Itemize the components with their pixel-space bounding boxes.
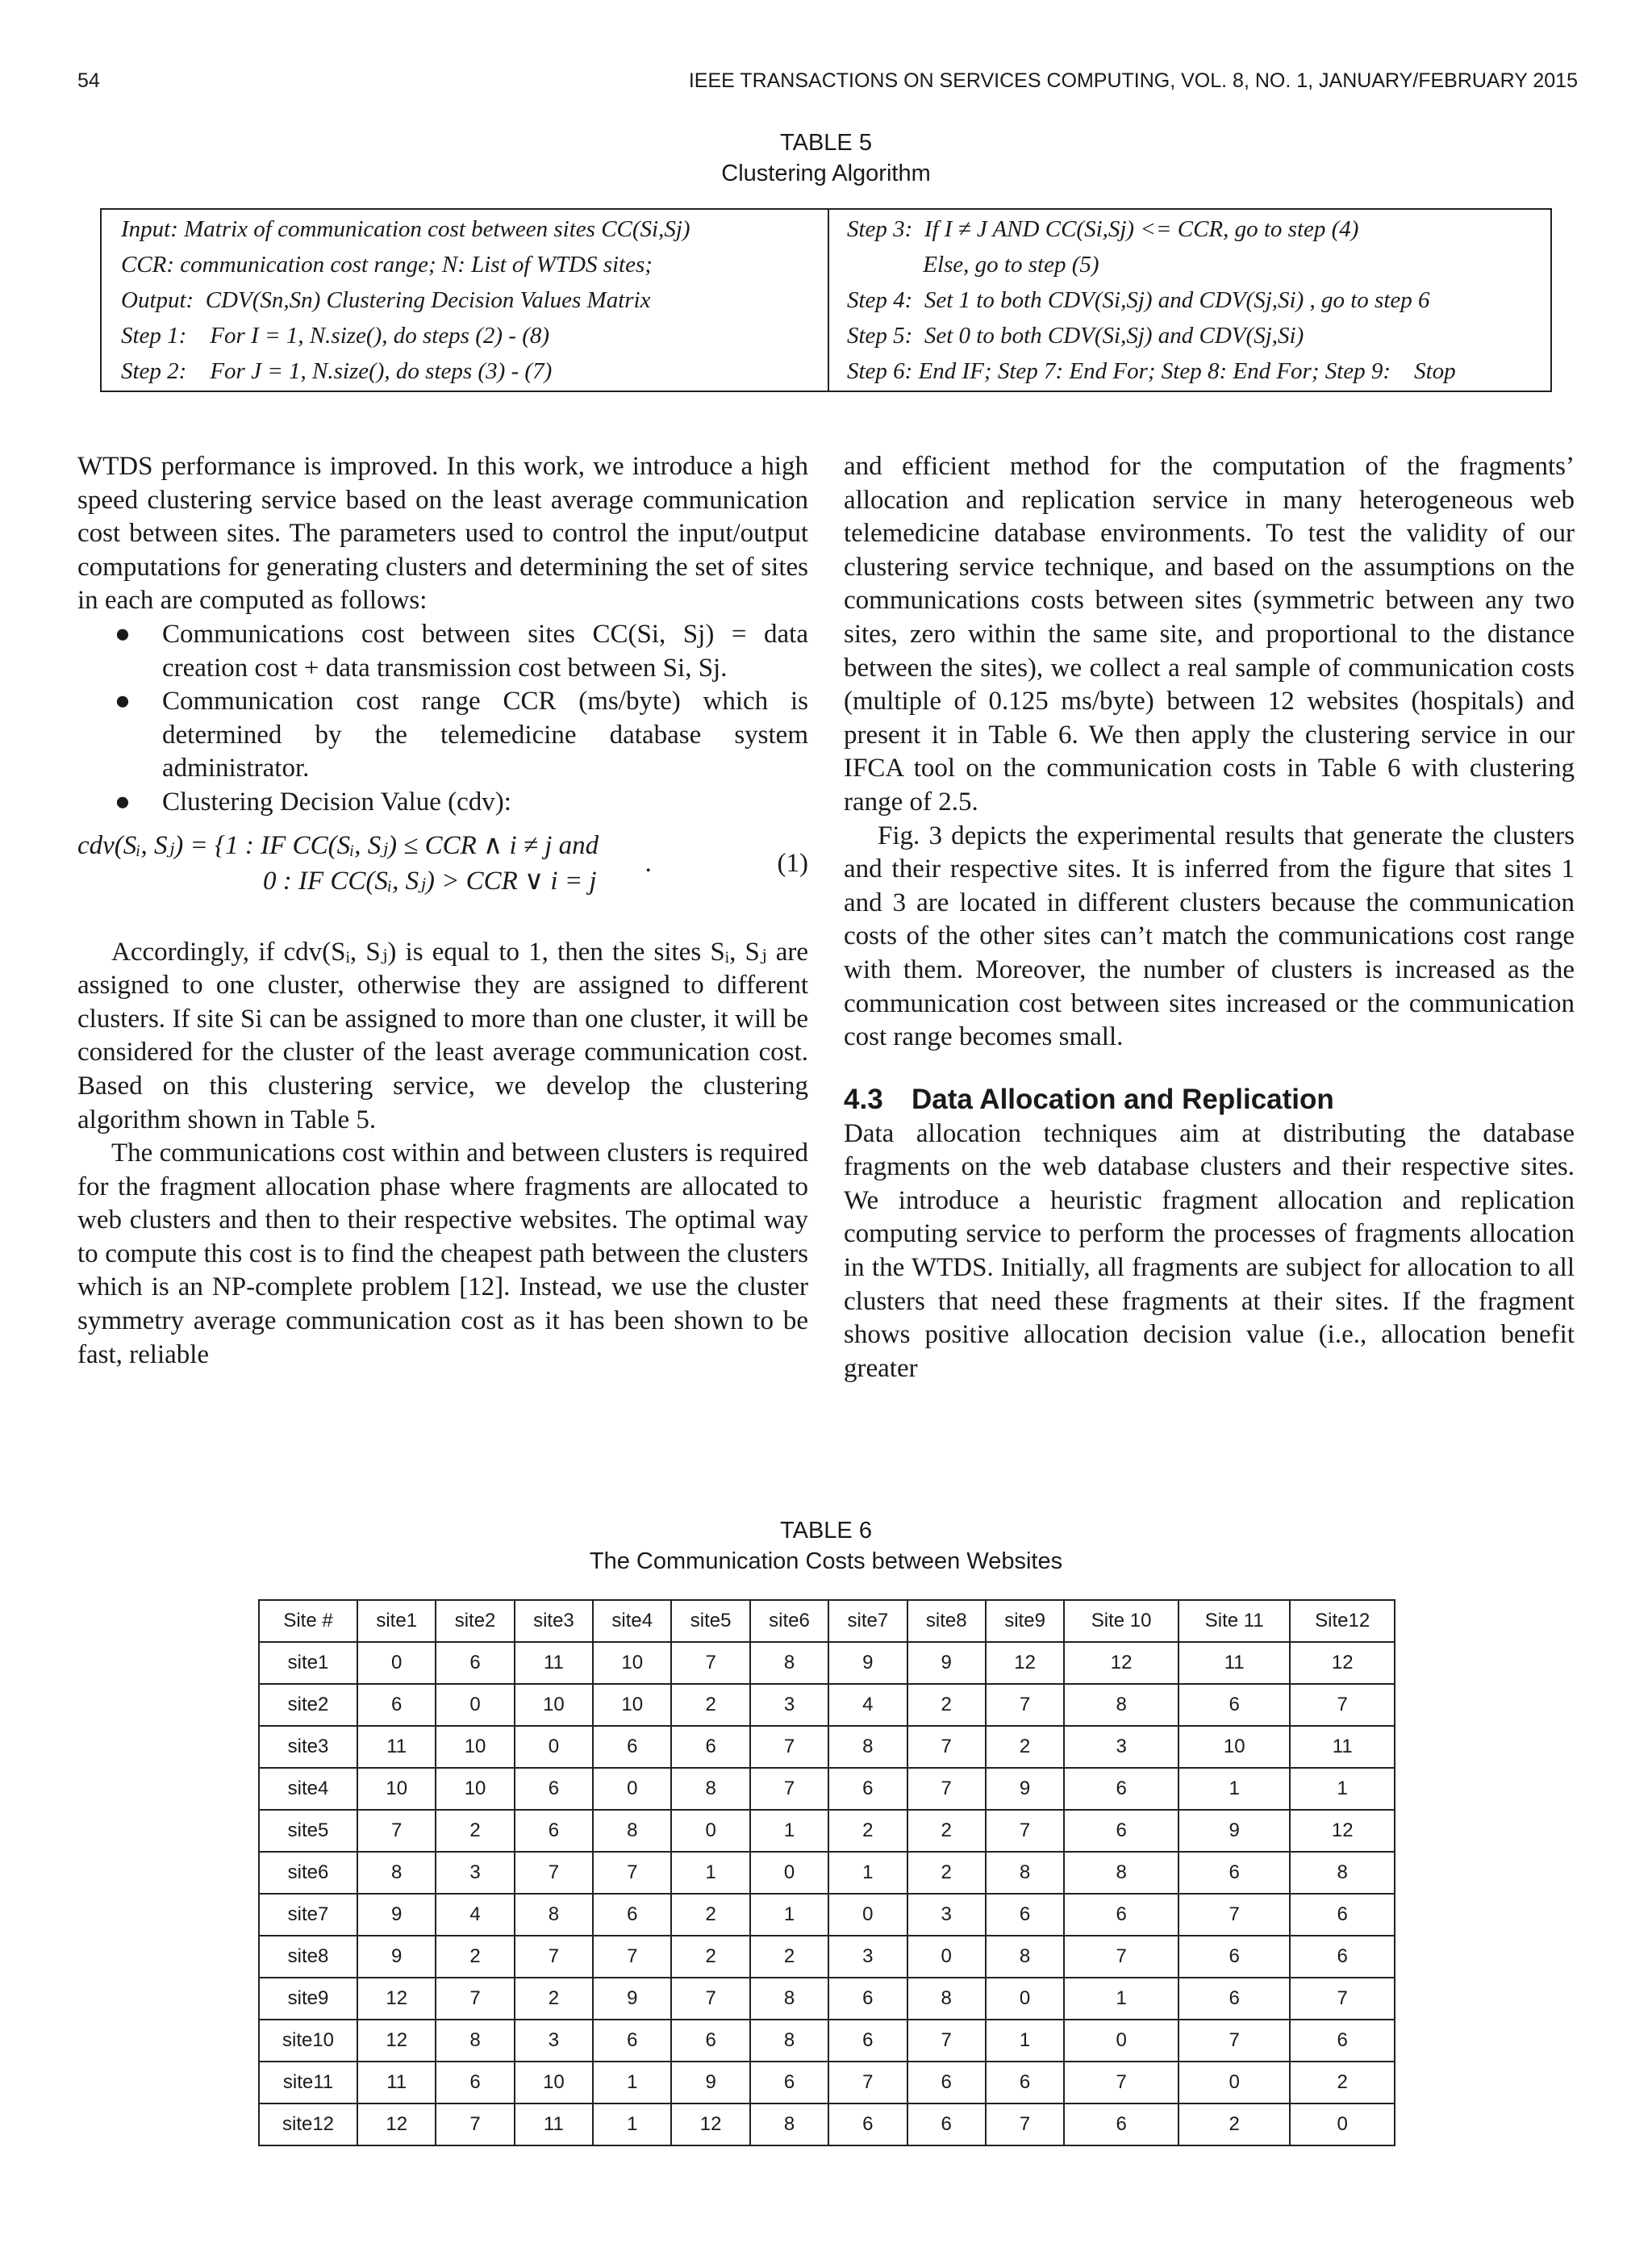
list-item	[77, 685, 808, 786]
table-cell: 3	[515, 2020, 593, 2062]
table-cell: 0	[593, 1768, 671, 1810]
table-cell: 12	[357, 2104, 436, 2145]
table-cell: 8	[986, 1936, 1064, 1978]
equation-line-2	[263, 848, 652, 899]
list-item	[77, 618, 808, 685]
table-cell: 1	[593, 2104, 671, 2145]
body-paragraph: Fig. 3 depicts the experimental results that generate the clusters and their respective sites. It is inferred from the figure that sites 1 and 3 are located in different clusters because the communication costs of the other sites can’t match the communications cost range with them. Moreover, the number of clusters is increased as the communication cost between sites increased or the communication cost range becomes small.	[844, 821, 1575, 1052]
table-cell: 0	[1290, 2104, 1395, 2145]
table-cell: 2	[671, 1684, 749, 1726]
table-cell: 6	[828, 1768, 907, 1810]
table-header-cell: site9	[986, 1600, 1064, 1642]
table-header-cell: Site #	[259, 1600, 357, 1642]
table-row	[259, 1894, 1395, 1936]
table-cell: 7	[515, 1936, 593, 1978]
table-cell: 3	[828, 1936, 907, 1978]
table-cell: 1	[1064, 1978, 1179, 2020]
algorithm-line: Else, go to step (5)	[847, 252, 1099, 278]
communication-cost-table	[258, 1599, 1395, 2146]
table-cell: 6	[515, 1810, 593, 1852]
table-cell: 6	[986, 2062, 1064, 2104]
table-header-cell: site7	[828, 1600, 907, 1642]
table-cell: 7	[357, 1810, 436, 1852]
row-label-cell: site8	[259, 1936, 357, 1978]
table-cell: 7	[1064, 2062, 1179, 2104]
table-cell: 0	[986, 1978, 1064, 2020]
journal-header: IEEE TRANSACTIONS ON SERVICES COMPUTING, VOL. 8, NO. 1, JANUARY/FEBRUARY 2015	[688, 69, 1578, 92]
row-label-cell: site6	[259, 1852, 357, 1894]
table-header-cell: Site 10	[1064, 1600, 1179, 1642]
table-cell: 6	[1179, 1978, 1290, 2020]
table-cell: 2	[986, 1726, 1064, 1768]
table-cell: 6	[357, 1684, 436, 1726]
table6-label: TABLE 6	[780, 1518, 872, 1544]
running-header	[77, 69, 1578, 102]
table-row	[259, 1852, 1395, 1894]
table-cell: 1	[750, 1810, 828, 1852]
table-cell: 7	[436, 1978, 514, 2020]
table-cell: 9	[907, 1642, 986, 1684]
table-header-cell: Site 11	[1179, 1600, 1290, 1642]
body-paragraph: and efficient method for the computation of the fragments’ allocation and replication service in many heterogeneous web telemedicine database environments. To test the validity of our clustering service technique, and based on the assumptions on the communications costs between sites (symmetric between any two sites, zero within the same site, and proportional to the distance between the sites), we collect a real sample of communication costs (multiple of 0.125 ms/byte) between 12 websites (hospitals) and present it in Table 6. We then apply the clustering service in our IFCA tool on the communication costs in Table 6 with clustering range of 2.5.	[844, 452, 1575, 817]
page-number: 54	[77, 69, 100, 92]
row-label-cell: site5	[259, 1810, 357, 1852]
table-cell: 3	[750, 1684, 828, 1726]
table-cell: 12	[1290, 1642, 1395, 1684]
table-cell: 6	[1179, 1852, 1290, 1894]
table-header-cell: site8	[907, 1600, 986, 1642]
list-item-text: Communications cost between sites CC(Si, Sj) = data creation cost + data transmission cost between Si, Sj.	[162, 619, 808, 683]
row-label-cell: site2	[259, 1684, 357, 1726]
algorithm-line: Step 1: For I = 1, N.size(), do steps (2) - (8)	[121, 323, 550, 349]
table-row	[259, 1768, 1395, 1810]
table-cell: 8	[986, 1852, 1064, 1894]
table-cell: 11	[1290, 1726, 1395, 1768]
table-cell: 6	[1064, 2104, 1179, 2145]
table-cell: 12	[357, 1978, 436, 2020]
left-text-column	[77, 450, 808, 1372]
table-header-cell: site1	[357, 1600, 436, 1642]
table-cell: 2	[1179, 2104, 1290, 2145]
equation-line-1: cdv(Sᵢ, Sⱼ) = {1 : IF CC(Sᵢ, Sⱼ) ≤ CCR ∧ i ≠ j and	[77, 830, 599, 860]
table-row	[259, 2020, 1395, 2062]
table-cell: 1	[750, 1894, 828, 1936]
table-cell: 4	[436, 1894, 514, 1936]
table-cell: 9	[671, 2062, 749, 2104]
list-item	[77, 786, 808, 820]
algorithm-right-column	[847, 211, 1456, 389]
table-cell: 4	[828, 1684, 907, 1726]
table-cell: 0	[671, 1810, 749, 1852]
table-cell: 7	[986, 2104, 1064, 2145]
table-cell: 2	[907, 1852, 986, 1894]
table-cell: 7	[1290, 1978, 1395, 2020]
table-cell: 11	[515, 2104, 593, 2145]
table-cell: 7	[750, 1768, 828, 1810]
table-cell: 2	[750, 1936, 828, 1978]
equation-1	[77, 829, 808, 920]
body-paragraph: The communications cost within and between clusters is required for the fragment allocation phase where fragments are allocated to web clusters and then to their respective websites. The optimal way to compute this cost is to find the cheapest path between the clusters which is an NP-complete problem [12]. Instead, we use the cluster symmetry average communication cost as it has been shown to be fast, reliable	[77, 1138, 808, 1369]
table-cell: 9	[986, 1768, 1064, 1810]
body-paragraph: Data allocation techniques aim at distributing the database fragments on the web database clusters and their respective sites. We introduce a heuristic fragment allocation and replication computing service to perform the processes of fragments allocation in the WTDS. Initially, all fragments are subject for allocation to all clusters that need these fragments at their sites. If the fragment shows positive allocation decision value (i.e., allocation benefit greater	[844, 1118, 1575, 1383]
algorithm-line: Output: CDV(Sn,Sn) Clustering Decision Values Matrix	[121, 287, 651, 313]
table5-title: Clustering Algorithm	[721, 161, 931, 186]
table-header-cell: site5	[671, 1600, 749, 1642]
table-cell: 6	[1290, 1936, 1395, 1978]
table-cell: 7	[828, 2062, 907, 2104]
row-label-cell: site4	[259, 1768, 357, 1810]
table-cell: 1	[1290, 1768, 1395, 1810]
table-cell: 3	[1064, 1726, 1179, 1768]
table-cell: 6	[1064, 1810, 1179, 1852]
table-cell: 10	[593, 1642, 671, 1684]
table-cell: 7	[907, 2020, 986, 2062]
table-cell: 6	[750, 2062, 828, 2104]
table-header-cell: site6	[750, 1600, 828, 1642]
table-cell: 10	[1179, 1726, 1290, 1768]
table-cell: 6	[1179, 1936, 1290, 1978]
table-cell: 6	[1064, 1894, 1179, 1936]
table-cell: 8	[750, 1978, 828, 2020]
table-cell: 6	[593, 1894, 671, 1936]
table-header-cell: site3	[515, 1600, 593, 1642]
table-cell: 6	[1290, 1894, 1395, 1936]
table-cell: 0	[1064, 2020, 1179, 2062]
table-cell: 10	[593, 1684, 671, 1726]
table-cell: 12	[357, 2020, 436, 2062]
body-paragraph: Accordingly, if cdv(Sᵢ, Sⱼ) is equal to 1, then the sites Sᵢ, Sⱼ are assigned to one cluster, otherwise they are assigned to different clusters. If site Si can be assigned to more than one cluster, it will be considered for the cluster of the least average communication cost. Based on this clustering service, we develop the clustering algorithm shown in Table 5.	[77, 937, 808, 1134]
table-cell: 11	[515, 1642, 593, 1684]
table-cell: 6	[828, 2020, 907, 2062]
table-cell: 6	[1290, 2020, 1395, 2062]
table-cell: 3	[436, 1852, 514, 1894]
table-cell: 6	[907, 2062, 986, 2104]
table-cell: 8	[436, 2020, 514, 2062]
table-cell: 7	[1064, 1936, 1179, 1978]
table-cell: 8	[828, 1726, 907, 1768]
clustering-algorithm-table	[100, 208, 1552, 392]
table-cell: 1	[593, 2062, 671, 2104]
table-cell: 7	[436, 2104, 514, 2145]
table-cell: 2	[436, 1936, 514, 1978]
bullet-icon: ●	[115, 787, 131, 817]
table-row	[259, 1684, 1395, 1726]
table-row	[259, 1726, 1395, 1768]
bullet-icon: ●	[115, 619, 131, 649]
table-cell: 7	[671, 1978, 749, 2020]
table-body	[259, 1642, 1395, 2145]
algorithm-line: Step 5: Set 0 to both CDV(Si,Sj) and CDV(Sj,Si)	[847, 323, 1304, 349]
table-cell: 9	[1179, 1810, 1290, 1852]
table-cell: 7	[907, 1768, 986, 1810]
algorithm-line: Step 4: Set 1 to both CDV(Si,Sj) and CDV(Sj,Si) , go to step 6	[847, 287, 1430, 313]
table-header-cell: site2	[436, 1600, 514, 1642]
table-header-cell: site4	[593, 1600, 671, 1642]
table-row	[259, 1978, 1395, 2020]
algorithm-line: Step 2: For J = 1, N.size(), do steps (3) - (7)	[121, 358, 553, 384]
parameter-list	[77, 618, 808, 820]
table-cell: 7	[593, 1936, 671, 1978]
table-cell: 8	[1290, 1852, 1395, 1894]
table-cell: 3	[907, 1894, 986, 1936]
table5-column-divider	[828, 210, 829, 391]
table-cell: 6	[1064, 1768, 1179, 1810]
table5-label: TABLE 5	[780, 130, 872, 156]
table-cell: 9	[357, 1936, 436, 1978]
right-text-column	[844, 450, 1575, 1385]
table-cell: 6	[671, 1726, 749, 1768]
table-cell: 7	[1290, 1684, 1395, 1726]
table-cell: 2	[828, 1810, 907, 1852]
table-cell: 10	[515, 2062, 593, 2104]
table-cell: 6	[907, 2104, 986, 2145]
table6-caption	[516, 1515, 1136, 1577]
table-cell: 8	[671, 1768, 749, 1810]
table-cell: 1	[671, 1852, 749, 1894]
table-cell: 9	[357, 1894, 436, 1936]
table-cell: 2	[436, 1810, 514, 1852]
table-cell: 2	[671, 1894, 749, 1936]
section-title: Data Allocation and Replication	[912, 1083, 1334, 1115]
row-label-cell: site1	[259, 1642, 357, 1684]
algorithm-line: CCR: communication cost range; N: List of WTDS sites;	[121, 252, 653, 278]
table-cell: 6	[1179, 1684, 1290, 1726]
table-row	[259, 1810, 1395, 1852]
table-row	[259, 2104, 1395, 2145]
table-cell: 0	[357, 1642, 436, 1684]
algorithm-line: Step 3: If I ≠ J AND CC(Si,Sj) <= CCR, go to step (4)	[847, 216, 1359, 242]
table-cell: 9	[828, 1642, 907, 1684]
table-cell: 12	[1064, 1642, 1179, 1684]
table-cell: 6	[828, 1978, 907, 2020]
row-label-cell: site10	[259, 2020, 357, 2062]
table-cell: 11	[1179, 1642, 1290, 1684]
table-cell: 0	[750, 1852, 828, 1894]
row-label-cell: site7	[259, 1894, 357, 1936]
section-spacer	[844, 1055, 1575, 1082]
table-cell: 0	[1179, 2062, 1290, 2104]
row-label-cell: site3	[259, 1726, 357, 1768]
table-cell: 10	[436, 1726, 514, 1768]
table-cell: 7	[907, 1726, 986, 1768]
table-cell: 6	[593, 2020, 671, 2062]
table5-caption	[516, 127, 1136, 189]
table-cell: 7	[750, 1726, 828, 1768]
table-cell: 8	[750, 1642, 828, 1684]
table-row	[259, 2062, 1395, 2104]
table-cell: 8	[593, 1810, 671, 1852]
table6-title: The Communication Costs between Websites	[589, 1548, 1063, 1574]
table-cell: 6	[986, 1894, 1064, 1936]
table-cell: 8	[750, 2104, 828, 2145]
algorithm-left-column	[121, 211, 690, 389]
equation-number: (1)	[777, 848, 808, 878]
table-cell: 2	[1290, 2062, 1395, 2104]
table-cell: 8	[357, 1852, 436, 1894]
table-cell: 7	[593, 1852, 671, 1894]
table-cell: 12	[1290, 1810, 1395, 1852]
table-cell: 6	[671, 2020, 749, 2062]
table-cell: 7	[1179, 1894, 1290, 1936]
table-cell: 8	[515, 1894, 593, 1936]
equation-line-2-text: 0 : IF CC(Sᵢ, Sⱼ) > CCR ∨ i = j	[263, 866, 597, 896]
table-cell: 10	[515, 1684, 593, 1726]
table-cell: 8	[907, 1978, 986, 2020]
table-cell: 6	[515, 1768, 593, 1810]
row-label-cell: site9	[259, 1978, 357, 2020]
table-cell: 6	[593, 1726, 671, 1768]
algorithm-line: Input: Matrix of communication cost between sites CC(Si,Sj)	[121, 216, 690, 242]
table-cell: 2	[515, 1978, 593, 2020]
table-cell: 7	[671, 1642, 749, 1684]
list-item-text: Clustering Decision Value (cdv):	[162, 787, 511, 817]
table-cell: 0	[828, 1894, 907, 1936]
table-header-cell: Site12	[1290, 1600, 1395, 1642]
table-cell: 1	[828, 1852, 907, 1894]
table-cell: 10	[436, 1768, 514, 1810]
table-cell: 8	[1064, 1852, 1179, 1894]
table-cell: 2	[907, 1684, 986, 1726]
table-header-row	[259, 1600, 1395, 1642]
row-label-cell: site11	[259, 2062, 357, 2104]
list-item-text: Communication cost range CCR (ms/byte) which is determined by the telemedicine database system administrator.	[162, 687, 808, 783]
table-cell: 11	[357, 1726, 436, 1768]
section-number: 4.3	[844, 1083, 883, 1115]
table-cell: 8	[750, 2020, 828, 2062]
table-cell: 6	[436, 2062, 514, 2104]
table-cell: 1	[1179, 1768, 1290, 1810]
table-cell: 6	[436, 1642, 514, 1684]
table-cell: 7	[515, 1852, 593, 1894]
table-cell: 1	[986, 2020, 1064, 2062]
algorithm-line: Step 6: End IF; Step 7: End For; Step 8: End For; Step 9: Stop	[847, 358, 1456, 384]
table-cell: 0	[515, 1726, 593, 1768]
row-label-cell: site12	[259, 2104, 357, 2145]
table-row	[259, 1642, 1395, 1684]
table-cell: 2	[671, 1936, 749, 1978]
equation-punctuation: .	[645, 848, 652, 878]
table-cell: 9	[593, 1978, 671, 2020]
table-cell: 10	[357, 1768, 436, 1810]
bullet-icon: ●	[115, 687, 131, 716]
table-cell: 6	[828, 2104, 907, 2145]
table-cell: 7	[1179, 2020, 1290, 2062]
section-heading	[844, 1082, 1575, 1118]
table-cell: 11	[357, 2062, 436, 2104]
table-cell: 12	[986, 1642, 1064, 1684]
table-cell: 12	[671, 2104, 749, 2145]
table-cell: 7	[986, 1684, 1064, 1726]
table-cell: 0	[907, 1936, 986, 1978]
table-row	[259, 1936, 1395, 1978]
table-cell: 8	[1064, 1684, 1179, 1726]
body-paragraph: WTDS performance is improved. In this work, we introduce a high speed clustering service based on the least average communication cost between sites. The parameters used to control the input/output computations for generating clusters and determining the set of sites in each are computed as follows:	[77, 452, 808, 616]
table-cell: 7	[986, 1810, 1064, 1852]
table-cell: 0	[436, 1684, 514, 1726]
table-cell: 2	[907, 1810, 986, 1852]
